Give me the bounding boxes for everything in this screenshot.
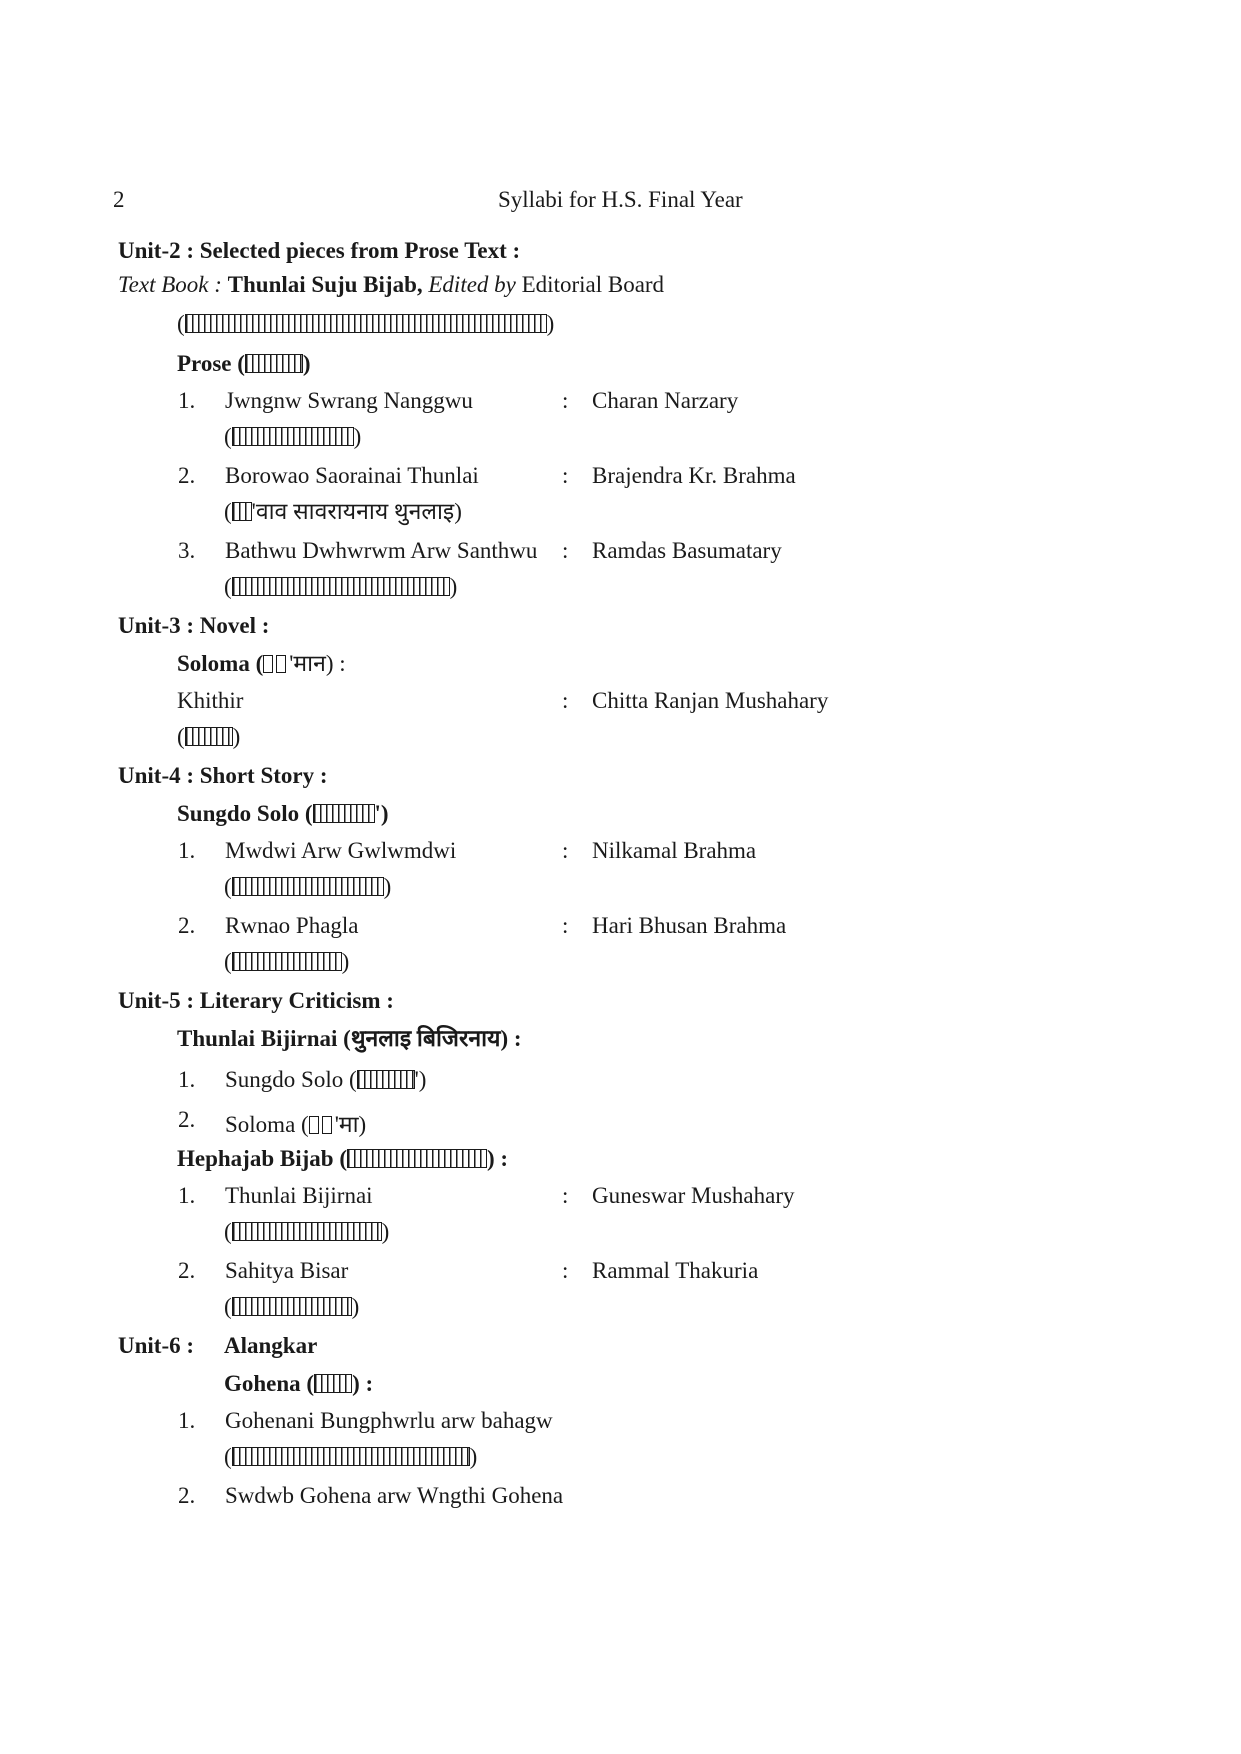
list-item: 2. Rwnao Phagla : Hari Bhusan Brahma [178,913,787,938]
unrendered-glyphs [185,727,233,746]
unit3-heading: Unit-3 : Novel : [118,613,270,638]
native-title: ( ) [224,1294,360,1319]
unit4-heading: Unit-4 : Short Story : [118,763,328,788]
unrendered-glyphs [232,877,384,896]
unrendered-glyphs [232,1447,470,1466]
list-item: 1. Mwdwi Arw Gwlwmdwi : Nilkamal Brahma [178,838,757,863]
criticism-subheading: Thunlai Bijirnai (थुनलाइ बिजिरनाय) : [177,1026,522,1051]
gohena-subheading: Gohena ( ) : [224,1371,374,1396]
unrendered-glyphs [232,952,342,971]
unit2-heading: Unit-2 : Selected pieces from Prose Text : [118,238,521,263]
native-title: ( ) [224,424,362,449]
unrendered-glyphs [347,1149,487,1168]
hephajab-subheading: Hephajab Bijab ( ) : [177,1146,509,1171]
list-item: 1. Thunlai Bijirnai : Guneswar Mushahary [178,1183,795,1208]
unrendered-glyphs [232,427,354,446]
native-title: ( ) [224,574,458,599]
list-item: 3. Bathwu Dwhwrwm Arw Santhwu : Ramdas Basumatary [178,538,782,563]
unrendered-glyphs [232,1222,382,1241]
list-item: 2. Soloma ( 'मा) [178,1107,367,1137]
novel-subheading: Soloma ( 'मान) : [177,651,346,676]
unit6-heading: Unit-6 : [118,1333,195,1358]
list-item: 2. Borowao Saorainai Thunlai : Brajendra Kr. Brahma [178,463,796,488]
native-title: ( ) [224,1219,390,1244]
unit5-heading: Unit-5 : Literary Criticism : [118,988,394,1013]
list-item: 2. Sahitya Bisar : Rammal Thakuria [178,1258,759,1283]
unrendered-glyph [263,655,273,673]
textbook-title: Thunlai Suju Bijab, [227,272,423,297]
short-story-subheading: Sungdo Solo ( ') [177,801,389,826]
list-item: 2. Swdwb Gohena arw Wngthi Gohena [178,1483,564,1508]
running-title: Syllabi for H.S. Final Year [498,187,743,212]
unrendered-glyphs [232,1297,352,1316]
page-number: 2 [113,187,125,212]
unrendered-glyphs [314,1374,352,1393]
native-title: ( ) [224,1444,478,1469]
unrendered-glyphs [232,502,252,521]
list-item: 1. Sungdo Solo ( ') [178,1067,427,1092]
unit2-textbook-line [118,273,664,296]
native-title: ( ) [224,949,350,974]
unrendered-glyph [276,655,286,673]
edited-by-label: Edited by [428,272,516,297]
list-item: 1. Gohenani Bungphwrlu arw bahagw [178,1408,553,1433]
native-title: ( ) [224,874,392,899]
unrendered-glyphs [185,314,547,333]
unrendered-glyph [322,1116,332,1134]
editor-name: Editorial Board [521,272,665,297]
unrendered-glyphs [232,577,450,596]
textbook-label: Text Book : [118,272,222,297]
native-title: ( 'वाव सावरायनाय थुनलाइ) [224,499,462,524]
unrendered-glyphs [313,804,375,823]
textbook-native-title: ( ) [177,311,555,336]
unrendered-glyph [309,1116,319,1134]
list-item: Khithir : Chitta Ranjan Mushahary [177,688,829,713]
unit6-title: Alangkar [224,1333,318,1358]
native-title: ( ) [177,724,241,749]
unrendered-glyphs [357,1070,415,1089]
list-item: 1. Jwngnw Swrang Nanggwu : Charan Narzary [178,388,739,413]
prose-subheading: Prose ( ) [177,351,311,376]
unrendered-glyphs [245,354,303,373]
